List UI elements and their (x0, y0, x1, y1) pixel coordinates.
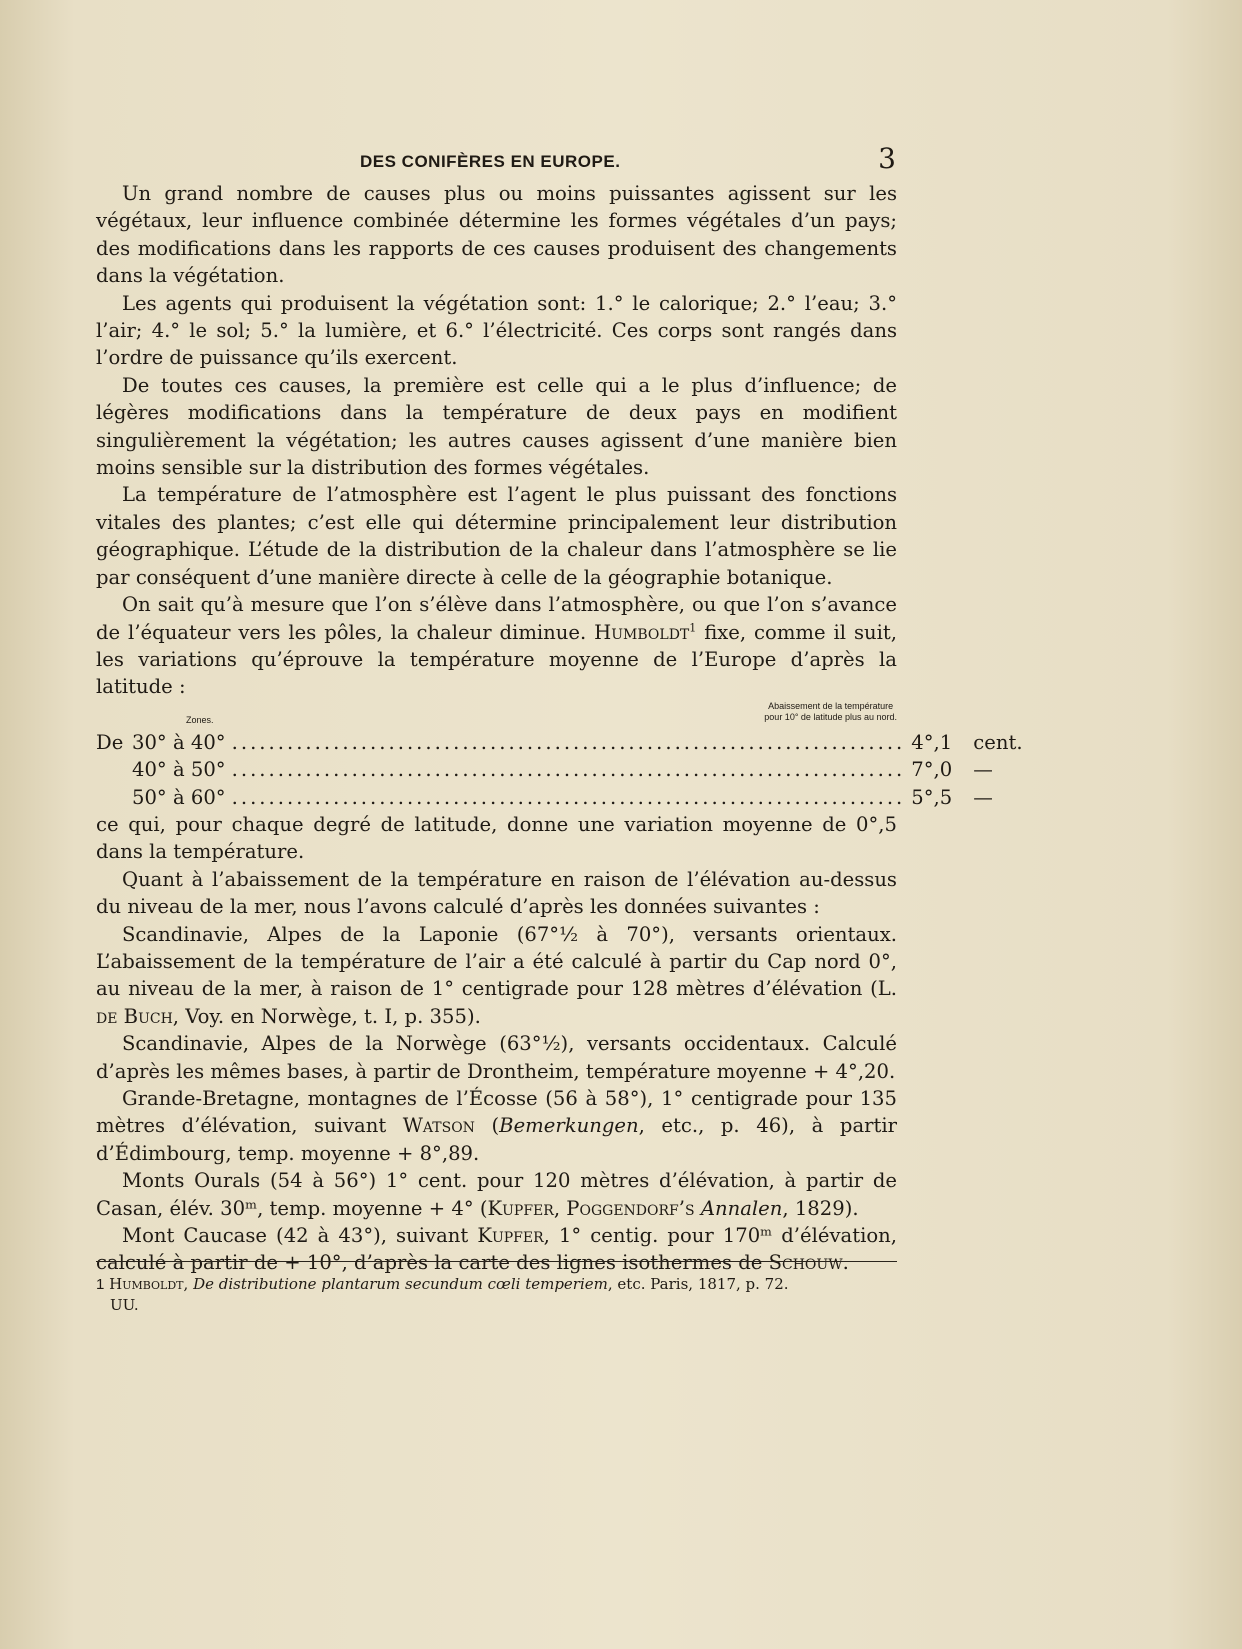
row-unit: — (973, 785, 993, 809)
paragraph-10-end: , etc., p. 46), à partir d’Édimbourg, temp. moyenne + 8°,89. (96, 1114, 897, 1165)
table-row (96, 784, 993, 811)
running-title: DES CONIFÈRES EN EUROPE. (360, 152, 621, 171)
book-bemerkungen: Bemerkungen (499, 1114, 639, 1138)
author-schouw: Schouw (768, 1251, 843, 1275)
col-abaissement (764, 701, 897, 723)
paragraph-10: Grande-Bretagne, montagnes de l’Écosse (56 à 58°), 1° centigrade pour 135 mètres d’élévation, suivant Watson (Bemerkungen, etc., p. 46), à partir d’Édimbourg, temp. moyenne + 8°,89. (96, 1086, 897, 1165)
row-value: 5°,5 (911, 785, 953, 809)
page-number: 3 (878, 142, 896, 175)
paragraph-10-start: Grande-Bretagne, montagnes de l’Écosse (56 à 58°), 1° centigrade pour 135 mètres d’élévation, suivant (96, 1086, 897, 1138)
paragraph-8-end: , Voy. en Norwège, t. I, p. 355). (172, 1004, 481, 1028)
footnote-author: Humboldt (109, 1275, 184, 1293)
author-poggendorf: Poggendorf’s (566, 1196, 695, 1220)
paragraph-11: Monts Ourals (54 à 56°) 1° cent. pour 120 mètres d’élévation, à partir de Casan, élév. 30ᵐ, temp. moyenne + 4° (Kupfer, Poggendorf’s Annalen, 1829). (96, 1169, 897, 1220)
col-abaissement-line-1: Abaissement de la température (768, 700, 894, 711)
footnote-rest: , etc. Paris, 1817, p. 72. (607, 1275, 789, 1293)
row-value: 4°,1 (911, 730, 953, 754)
paragraph-6: ce qui, pour chaque degré de latitude, donne une variation moyenne de 0°,5 dans la température. (96, 812, 897, 864)
dot-leader: ......................................................................... (231, 785, 906, 809)
signature-mark: UU. (110, 1296, 139, 1314)
paragraph-2: Les agents qui produisent la végétation sont: 1.° le calorique; 2.° l’eau; 3.° l’air; 4.° le sol; 5.° la lumière, et 6.° l’électricité. Ces corps sont rangés dans l’ordre de puissance qu’ils exercent. (96, 291, 897, 370)
footnote-ref: 1 (689, 620, 697, 634)
paragraph-1: Un grand nombre de causes plus ou moins puissantes agissent sur les végétaux, leur influence combinée détermine les formes végétales d’un pays; des modifications dans les rapports de ces causes produisent des changements dans la végétation. (96, 182, 897, 288)
col-zones: Zones. (186, 714, 214, 725)
dot-leader: ......................................................................... (231, 730, 906, 754)
author-de-buch: de Buch (96, 1004, 173, 1028)
footnote-title: De distributione plantarum secundum cœli temperiem (193, 1275, 608, 1293)
book-annalen: Annalen (700, 1196, 783, 1220)
paragraph-11-end: , 1829). (782, 1196, 859, 1220)
row-range: 40° à 50° (132, 758, 226, 782)
row-unit: — (973, 758, 993, 782)
author-kupfer: Kupfer (477, 1223, 544, 1247)
paragraph-8-start: Scandinavie, Alpes de la Laponie (67°½ à 70°), versants orientaux. L’abaissement de la température de l’air a été calculé à partir du Cap nord 0°, au niveau de la mer, à raison de 1° centigrade pour 128 mètres d’élévation (L. (96, 922, 897, 1001)
footnote-rule (96, 1261, 897, 1262)
paragraph-11-start: Monts Ourals (54 à 56°) 1° cent. pour 120 mètres d’élévation, à partir de Casan, élév. 30ᵐ, temp. moyenne + 4° ( (96, 1169, 897, 1220)
paragraph-7: Quant à l’abaissement de la température en raison de l’élévation au-dessus du niveau de la mer, nous l’avons calculé d’après les données suivantes : (96, 867, 897, 919)
paragraph-12-start: Mont Caucase (42 à 43°), suivant (122, 1223, 469, 1247)
paragraph-8 (96, 921, 897, 1031)
row-unit: cent. (973, 730, 1023, 754)
author-watson: Watson (402, 1114, 475, 1138)
table-row (96, 729, 1023, 756)
paragraph-12 (96, 1222, 897, 1277)
zones-table (96, 700, 1023, 811)
footnote: 1 Humboldt, De distributione plantarum secundum cœli temperiem, etc. Paris, 1817, p. 72. UU. (96, 1275, 789, 1314)
paragraph-12-mid: , 1° centig. pour 170ᵐ d’élévation, calculé à partir de + 10°, d’après la carte des lignes isothermes de (96, 1223, 897, 1275)
row-range: 30° à 40° (132, 730, 226, 754)
paragraph-5 (96, 591, 897, 701)
running-header (96, 142, 896, 182)
row-range: 50° à 60° (132, 785, 226, 809)
paragraph-5-start: On sait qu’à mesure que l’on s’élève dans l’atmosphère, ou que l’on s’avance de l’équateur vers les pôles, la chaleur diminue. (96, 593, 897, 644)
paragraph-12-end: . (842, 1251, 849, 1275)
footnote-number: 1 (96, 1276, 105, 1293)
body-text (96, 180, 1023, 1277)
author-kupfer: Kupfer (487, 1196, 554, 1220)
paragraph-5-end: fixe, comme il suit, les variations qu’éprouve la température moyenne de l’Europe d’après la latitude : (96, 620, 897, 699)
dot-leader: ......................................................................... (231, 758, 906, 782)
paragraph-3: De toutes ces causes, la première est celle qui a le plus d’influence; de légères modifications dans la température de deux pays en modifient singulièrement la végétation; les autres causes agissent d’une manière bien moins sensible sur la distribution des formes végétales. (96, 373, 897, 480)
row-prefix: De (96, 730, 124, 754)
row-value: 7°,0 (911, 758, 953, 782)
paragraph-4: La température de l’atmosphère est l’agent le plus puissant des fonctions vitales des plantes; c’est elle qui détermine principalement leur distribution géographique. L’étude de la distribution de la chaleur dans l’atmosphère se lie par conséquent d’une manière directe à celle de la géographie botanique. (96, 483, 897, 589)
author-humboldt: Humboldt (594, 620, 690, 644)
zones-table-header (96, 701, 897, 729)
paragraph-9: Scandinavie, Alpes de la Norwège (63°½), versants occidentaux. Calculé d’après les mêmes bases, à partir de Drontheim, température moyenne + 4°,20. (96, 1032, 897, 1083)
col-abaissement-line-2: pour 10° de latitude plus au nord. (764, 711, 897, 722)
table-row (96, 756, 993, 783)
